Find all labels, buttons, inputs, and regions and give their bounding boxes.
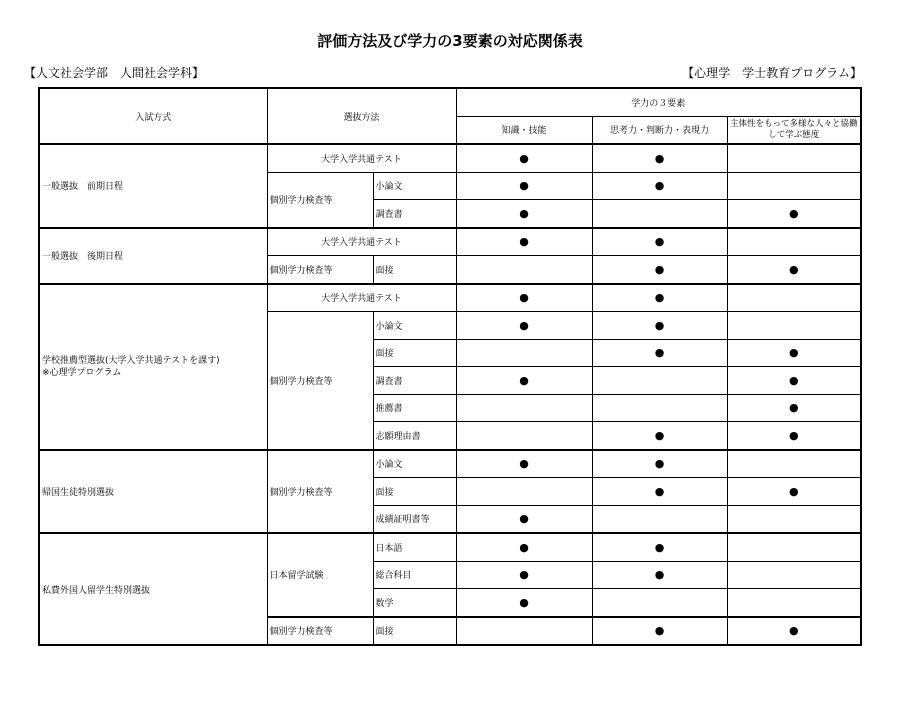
selection-cell: 大学入学共通テスト [267, 228, 456, 256]
mark-cell [727, 450, 861, 478]
selection-cell: 大学入学共通テスト [267, 144, 456, 172]
method-name-line1: 学校推薦型選抜(大学入学共通テストを課す) [42, 355, 220, 366]
mark-cell [592, 505, 727, 533]
mark-cell [456, 478, 592, 506]
mark-cell [727, 312, 861, 340]
item-cell: 面接 [373, 478, 456, 506]
evaluation-table [38, 87, 862, 646]
mark-cell: ● [727, 394, 861, 422]
mark-cell: ● [727, 478, 861, 506]
item-cell: 調査書 [373, 367, 456, 395]
method-cell: 一般選抜 後期日程 [39, 228, 267, 284]
mark-cell [456, 339, 592, 367]
table-row [39, 144, 861, 172]
table-row [39, 450, 861, 478]
header-attitude: 主体性をもって多様な人々と協働して学ぶ態度 [727, 116, 861, 144]
mark-cell [727, 144, 861, 172]
mark-cell [727, 505, 861, 533]
selection-cell: 個別学力検査等 [267, 256, 373, 284]
mark-cell: ● [592, 422, 727, 450]
header-selection: 選抜方法 [267, 88, 456, 144]
selection-cell: 個別学力検査等 [267, 450, 373, 534]
mark-cell: ● [727, 339, 861, 367]
mark-cell: ● [456, 533, 592, 561]
method-name-line2: ※心理学プログラム [42, 367, 122, 378]
mark-cell [727, 172, 861, 200]
item-cell: 成績証明書等 [373, 505, 456, 533]
mark-cell [727, 533, 861, 561]
item-cell: 面接 [373, 256, 456, 284]
method-cell [39, 284, 267, 450]
mark-cell: ● [456, 312, 592, 340]
mark-cell: ● [456, 450, 592, 478]
faculty-label: 【人文社会学部 人間社会学科】 [24, 66, 205, 80]
table-row [39, 228, 861, 256]
mark-cell: ● [456, 144, 592, 172]
mark-cell [456, 422, 592, 450]
mark-cell [727, 589, 861, 617]
mark-cell [592, 367, 727, 395]
mark-cell: ● [727, 200, 861, 228]
selection-cell: 日本留学試験 [267, 533, 373, 617]
mark-cell: ● [456, 505, 592, 533]
header-knowledge: 知識・技能 [456, 116, 592, 144]
mark-cell: ● [727, 256, 861, 284]
page-title: 評価方法及び学力の3要素の対応関係表 [317, 32, 583, 50]
item-cell: 総合科目 [373, 561, 456, 589]
mark-cell: ● [592, 478, 727, 506]
mark-cell [727, 561, 861, 589]
mark-cell: ● [592, 144, 727, 172]
mark-cell: ● [592, 561, 727, 589]
item-cell: 面接 [373, 617, 456, 646]
selection-cell: 個別学力検査等 [267, 172, 373, 228]
item-cell: 調査書 [373, 200, 456, 228]
mark-cell: ● [456, 284, 592, 312]
table-row [39, 533, 861, 561]
mark-cell: ● [592, 312, 727, 340]
header-method: 入試方式 [39, 88, 267, 144]
mark-cell: ● [727, 367, 861, 395]
item-cell: 日本語 [373, 533, 456, 561]
mark-cell [592, 200, 727, 228]
mark-cell: ● [456, 172, 592, 200]
selection-cell: 個別学力検査等 [267, 312, 373, 450]
mark-cell [727, 284, 861, 312]
mark-cell: ● [456, 228, 592, 256]
mark-cell [592, 589, 727, 617]
selection-cell: 個別学力検査等 [267, 617, 373, 646]
mark-cell: ● [592, 533, 727, 561]
table-row [39, 284, 861, 312]
item-cell: 小論文 [373, 312, 456, 340]
mark-cell: ● [592, 450, 727, 478]
mark-cell: ● [456, 561, 592, 589]
mark-cell: ● [592, 339, 727, 367]
mark-cell: ● [592, 172, 727, 200]
mark-cell: ● [727, 422, 861, 450]
item-cell: 数学 [373, 589, 456, 617]
item-cell: 志願理由書 [373, 422, 456, 450]
mark-cell: ● [592, 284, 727, 312]
program-label: 【心理学 学士教育プログラム】 [682, 66, 862, 80]
mark-cell: ● [592, 228, 727, 256]
mark-cell: ● [456, 589, 592, 617]
mark-cell: ● [456, 367, 592, 395]
mark-cell: ● [727, 617, 861, 646]
mark-cell [592, 394, 727, 422]
mark-cell: ● [592, 256, 727, 284]
selection-cell: 大学入学共通テスト [267, 284, 456, 312]
item-cell: 推薦書 [373, 394, 456, 422]
mark-cell [456, 617, 592, 646]
item-cell: 小論文 [373, 172, 456, 200]
header-thinking: 思考力・判断力・表現力 [592, 116, 727, 144]
method-cell: 一般選抜 前期日程 [39, 144, 267, 228]
item-cell: 小論文 [373, 450, 456, 478]
mark-cell: ● [592, 617, 727, 646]
header-elements: 学力の３要素 [456, 88, 861, 116]
mark-cell [727, 228, 861, 256]
mark-cell [456, 256, 592, 284]
method-cell: 私費外国人留学生特別選抜 [39, 533, 267, 645]
method-cell: 帰国生徒特別選抜 [39, 450, 267, 534]
mark-cell [456, 394, 592, 422]
mark-cell: ● [456, 200, 592, 228]
item-cell: 面接 [373, 339, 456, 367]
header-row [39, 88, 861, 116]
